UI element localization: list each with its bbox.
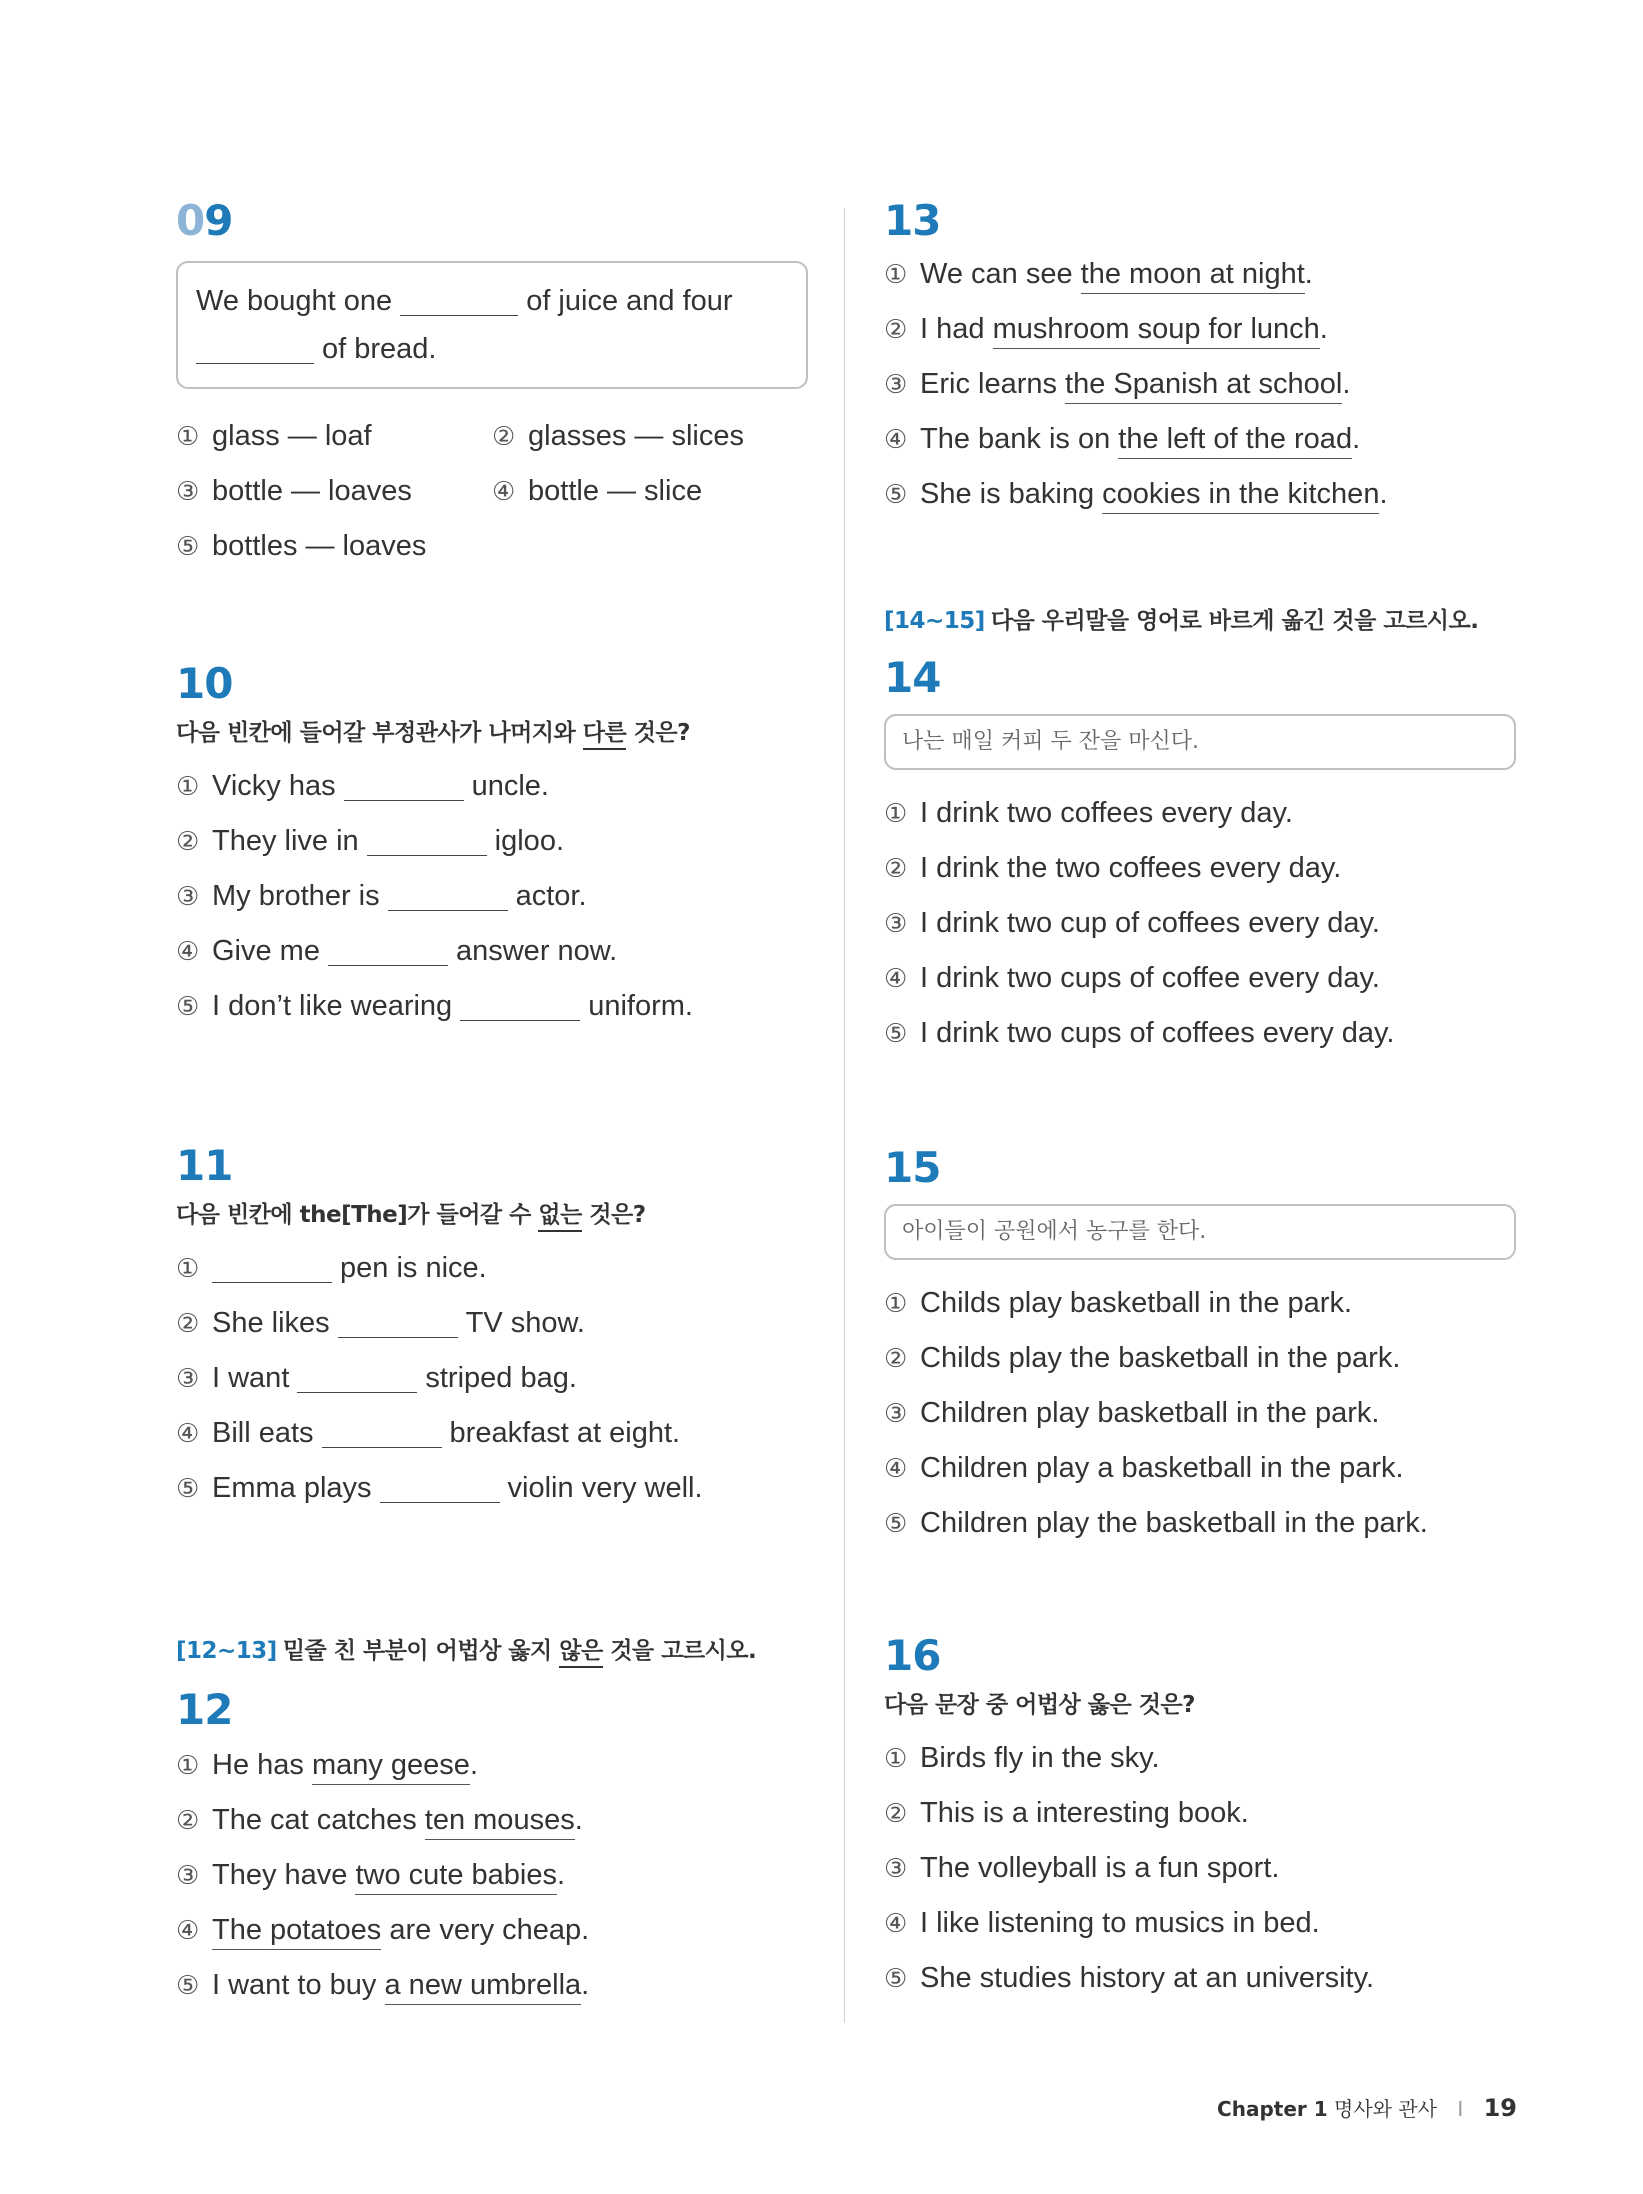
option-1[interactable]: ① I drink two coffees every day. (884, 797, 1293, 829)
option-4[interactable]: ④ The potatoes are very cheap. (176, 1903, 808, 1958)
question-instruction: 다음 빈칸에 the[The]가 들어갈 수 없는 것은? (176, 1196, 808, 1229)
options-list (884, 247, 1516, 522)
option-3[interactable]: ③ bottle — loaves (176, 475, 412, 507)
question-number: 11 (176, 1141, 233, 1190)
question-instruction: 다음 문장 중 어법상 옳은 것은? (884, 1692, 1195, 1718)
option-4[interactable]: ④ I like listening to musics in bed. (884, 1907, 1320, 1939)
option-2[interactable]: ② They live in igloo. (176, 825, 564, 857)
question-16 (884, 1630, 1516, 2006)
option-2[interactable]: ② This is a interesting book. (884, 1797, 1249, 1829)
option-2[interactable]: ② Childs play the basketball in the park. (884, 1342, 1401, 1374)
option-4[interactable]: ④ Give me answer now. (176, 935, 618, 967)
option-1[interactable]: ① pen is nice. (176, 1252, 487, 1284)
sentence-text: of juice and four (526, 285, 733, 317)
option-5[interactable]: ⑤ I drink two cups of coffees every day. (884, 1017, 1395, 1049)
question-number: 14 (884, 653, 941, 702)
option-1[interactable]: ① Birds fly in the sky. (884, 1742, 1160, 1774)
option-1[interactable]: ① He has many geese. (176, 1738, 808, 1793)
chapter-title: 명사와 관사 (1334, 2097, 1437, 2121)
question-10 (176, 658, 808, 1034)
option-5[interactable]: ⑤ Children play the basketball in the park. (884, 1507, 1428, 1539)
question-14 (884, 652, 1516, 1061)
option-3[interactable]: ③ I want striped bag. (176, 1362, 577, 1394)
blank (196, 337, 314, 364)
option-3[interactable]: ③ They have two cute babies. (176, 1848, 808, 1903)
option-1[interactable]: ① Childs play basketball in the park. (884, 1287, 1353, 1319)
column-divider (844, 208, 845, 2023)
korean-sentence-box: 나는 매일 커피 두 잔을 마신다. (884, 714, 1516, 770)
option-5[interactable]: ⑤ bottles — loaves (176, 530, 427, 562)
option-4[interactable]: ④ Children play a basketball in the park. (884, 1452, 1404, 1484)
options-list (884, 786, 1516, 1061)
korean-sentence-box: 아이들이 공원에서 농구를 한다. (884, 1204, 1516, 1260)
question-11 (176, 1140, 808, 1516)
group-instruction-14-15: [14~15] 다음 우리말을 영어로 바르게 옮긴 것을 고르시오. (884, 608, 1479, 634)
option-5[interactable]: ⑤ I want to buy a new umbrella. (176, 1958, 808, 2013)
option-1[interactable]: ① We can see the moon at night. (884, 247, 1516, 302)
option-4[interactable]: ④ The bank is on the left of the road. (884, 412, 1516, 467)
option-5[interactable]: ⑤ She is baking cookies in the kitchen. (884, 467, 1516, 522)
question-number: 16 (884, 1631, 941, 1680)
question-sentence-box (176, 261, 808, 389)
question-number: 13 (884, 196, 941, 245)
blank (400, 289, 518, 316)
question-instruction: 다음 빈칸에 들어갈 부정관사가 나머지와 다른 것은? (176, 714, 808, 747)
question-12 (176, 1684, 808, 2013)
options-list (884, 1731, 1516, 2006)
option-2[interactable]: ② The cat catches ten mouses. (176, 1793, 808, 1848)
chapter-label: Chapter 1 (1217, 2097, 1328, 2121)
page-footer (1217, 2093, 1517, 2122)
sentence-text: We bought one (196, 285, 393, 317)
page-number: 19 (1483, 2094, 1517, 2122)
option-2[interactable]: ② glasses — slices (492, 420, 744, 452)
option-3[interactable]: ③ My brother is actor. (176, 880, 587, 912)
question-09 (176, 195, 808, 574)
question-number: 15 (884, 1143, 941, 1192)
options-list (176, 1241, 808, 1516)
options-grid (176, 409, 808, 574)
options-list (884, 1276, 1516, 1551)
option-5[interactable]: ⑤ I don’t like wearing uniform. (176, 990, 693, 1022)
option-4[interactable]: ④ Bill eats breakfast at eight. (176, 1417, 681, 1449)
option-1[interactable]: ① glass — loaf (176, 420, 372, 452)
option-5[interactable]: ⑤ Emma plays violin very well. (176, 1472, 703, 1504)
option-2[interactable]: ② I had mushroom soup for lunch. (884, 302, 1516, 357)
question-number: 10 (176, 659, 233, 708)
option-3[interactable]: ③ I drink two cup of coffees every day. (884, 907, 1380, 939)
options-list (176, 1738, 808, 2013)
option-1[interactable]: ① Vicky has uncle. (176, 770, 549, 802)
option-5[interactable]: ⑤ She studies history at an university. (884, 1962, 1375, 1994)
sentence-text: of bread. (322, 333, 437, 365)
option-4[interactable]: ④ bottle — slice (492, 475, 703, 507)
option-2[interactable]: ② She likes TV show. (176, 1307, 585, 1339)
option-4[interactable]: ④ I drink two cups of coffee every day. (884, 962, 1380, 994)
footer-separator: I (1457, 2097, 1464, 2121)
question-15 (884, 1142, 1516, 1551)
question-number: 12 (176, 1685, 233, 1734)
options-list (176, 759, 808, 1034)
question-number: 09 (176, 196, 233, 245)
group-instruction-12-13: [12~13] 밑줄 친 부분이 어법상 옳지 않은 것을 고르시오. (176, 1632, 856, 1665)
option-3[interactable]: ③ The volleyball is a fun sport. (884, 1852, 1280, 1884)
option-3[interactable]: ③ Eric learns the Spanish at school. (884, 357, 1516, 412)
option-2[interactable]: ② I drink the two coffees every day. (884, 852, 1342, 884)
option-3[interactable]: ③ Children play basketball in the park. (884, 1397, 1380, 1429)
question-13 (884, 195, 1516, 522)
